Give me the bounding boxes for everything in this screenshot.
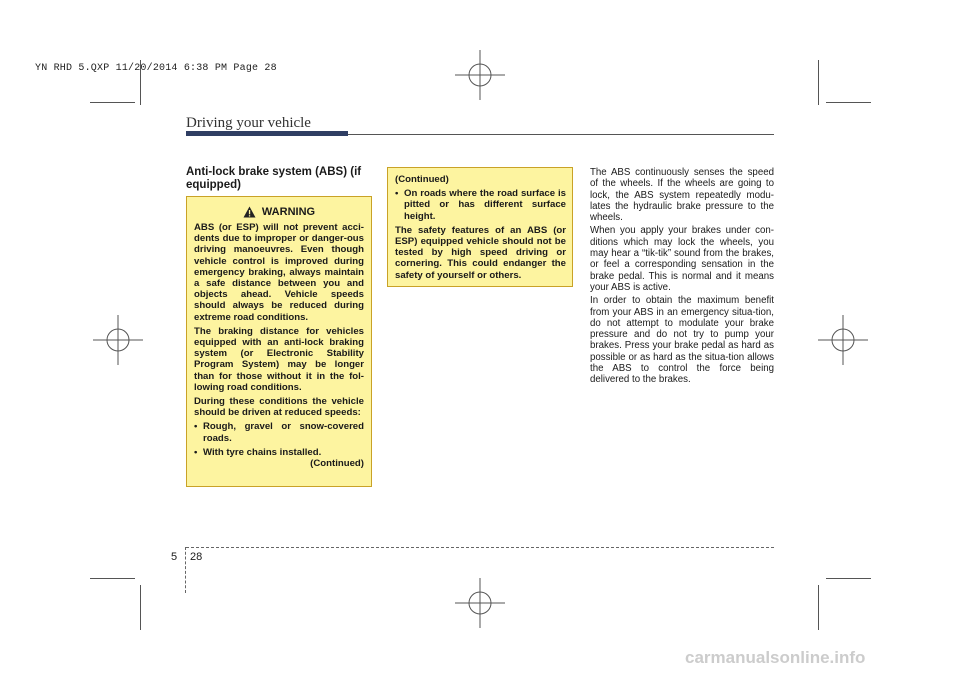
warning-bullet: • With tyre chains installed. bbox=[194, 446, 322, 458]
continued-heading: (Continued) bbox=[395, 174, 449, 185]
body-paragraph: When you apply your brakes under con-ditions which may lock the wheels, you may hear a “tik-tik” sound from the brakes, or feel a corresponding sensation in the brake pedal. This is normal and it means your ABS is active. bbox=[590, 225, 774, 293]
warning-continued: (Continued) bbox=[310, 458, 364, 470]
page-header-title: Driving your vehicle bbox=[186, 115, 311, 131]
warning-paragraph: During these conditions the vehicle should be driven at reduced speeds: bbox=[194, 396, 364, 419]
continued-box bbox=[387, 167, 573, 287]
continued-bullet: • On roads where the road surface is pitted or has different surface height. bbox=[395, 188, 566, 222]
footer-rule bbox=[186, 547, 774, 548]
body-paragraph: In order to obtain the maximum benefit from your ABS in an emergency situa-tion, do not attempt to modulate your brake pressure and do not try to pump your brakes. Press your brake pedal as hard as possible or as hard as the situa-tion allows the ABS to control the force being delivered to the brakes. bbox=[590, 295, 774, 386]
footer-divider bbox=[185, 547, 186, 593]
warning-paragraph: ABS (or ESP) will not prevent acci-dents due to improper or danger-ous driving manoeuvres. Even though vehicle control is improved during emergency braking, always maintain a safe distance between you and objects ahead. Vehicle speeds should always be reduced during extreme road conditions. bbox=[194, 222, 364, 323]
section-title: Anti-lock brake system (ABS) (if equipped) bbox=[186, 166, 362, 191]
continued-paragraph: The safety features of an ABS (or ESP) equipped vehicle should not be tested by high speed driving or cornering. This could endanger the safety of yourself or others. bbox=[395, 224, 566, 281]
body-text-column bbox=[590, 167, 774, 386]
warning-triangle-icon bbox=[243, 206, 256, 218]
watermark: carmanualsonline.info bbox=[685, 648, 866, 667]
page-number: 28 bbox=[190, 551, 203, 563]
header-rule bbox=[348, 134, 774, 135]
warning-box bbox=[186, 196, 372, 487]
warning-heading-text: WARNING bbox=[261, 206, 316, 218]
warning-bullet: • Rough, gravel or snow-covered roads. bbox=[194, 421, 364, 444]
print-slug: YN RHD 5.QXP 11/20/2014 6:38 PM Page 28 bbox=[35, 63, 277, 74]
chapter-number: 5 bbox=[171, 551, 178, 563]
body-paragraph: The ABS continuously senses the speed of the wheels. If the wheels are going to lock, the ABS system repeatedly modu-lates the hydraulic brake pressure to the wheels. bbox=[590, 167, 774, 224]
header-bar bbox=[186, 131, 348, 136]
warning-paragraph: The braking distance for vehicles equipped with an anti-lock braking system (or Electronic Stability Program System) may be longer than for those without it in the fol-lowing road conditions. bbox=[194, 325, 364, 393]
warning-heading bbox=[194, 206, 364, 218]
